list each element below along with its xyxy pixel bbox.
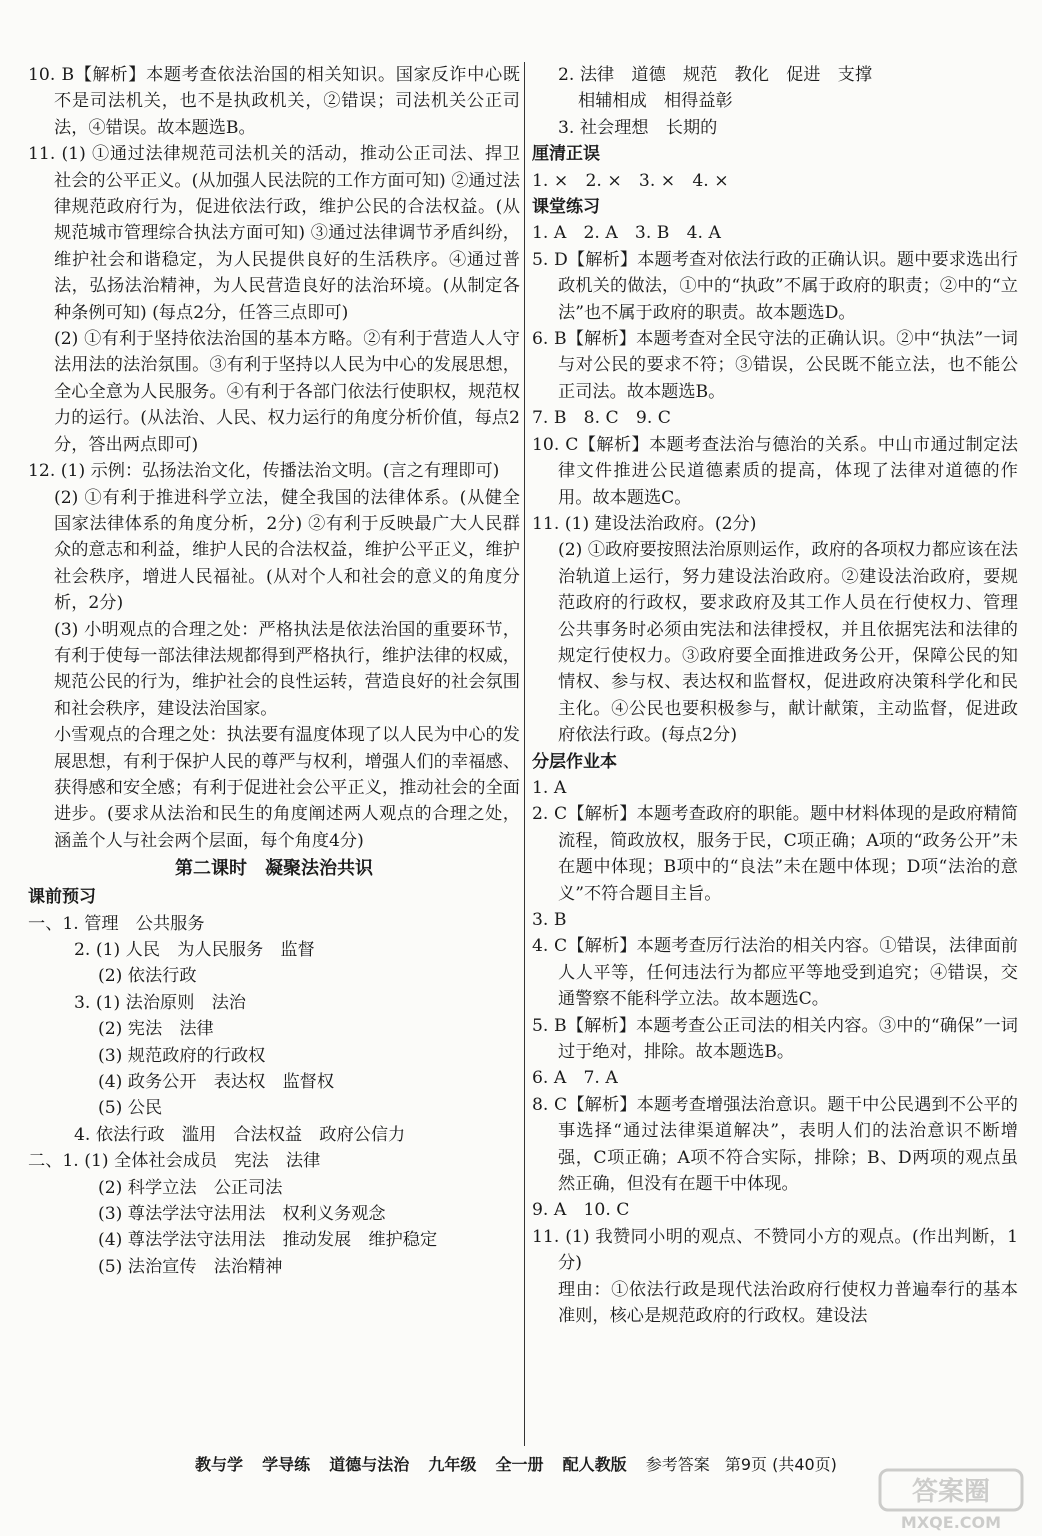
left-paragraph: 10. B【解析】本题考查依法治国的相关知识。国家反诈中心既不是司法机关，也不是执政机关，②错误；司法机关公正司法，④错误。故本题选B。 <box>28 65 520 138</box>
watermark-line2: MXQE.COM <box>900 1513 1002 1532</box>
right-column <box>532 62 1018 1330</box>
left-paragraph: (3) 小明观点的合理之处：严格执法是依法治国的重要环节，有利于使每一部法律法规都得到严格执行，维护法律的权威，规范公民的行为，维护社会的良性运转，营造良好的社会氛围和社会秩序，建设法治国家。 <box>54 619 520 719</box>
left-paragraph: 4. 依法行政 滥用 合法权益 政府公信力 <box>74 1124 406 1145</box>
left-paragraph: 11. (1) ①通过法律规范司法机关的活动，推动公正司法、捍卫社会的公平正义。(从加强人民法院的工作方面可知) ②通过法律规范政府行为，促进依法行政，维护公民的合法权益。(从规范城市管理综合执法方面可知) ③通过法律调节矛盾纠纷，维护社会和谐稳定，为人民提供良好的生活秩序。④通过普法，弘扬法治精神，为人民营造良好的法治环境。(从制定各种条例可知) (每点2分，任答三点即可) <box>28 144 520 323</box>
left-paragraph: (2) 科学立法 公正司法 <box>98 1177 283 1198</box>
right-paragraph: 1. × 2. × 3. × 4. × <box>532 170 729 191</box>
left-paragraph: (2) 宪法 法律 <box>98 1019 214 1040</box>
right-paragraph: 2. C【解析】本题考查政府的职能。题中材料体现的是政府精简流程，简政放权，服务于民，C项正确；A项的“政务公开”未在题中体现；B项中的“良法”未在题中体现；D项“法治的意义”不符合题目主旨。 <box>532 804 1018 904</box>
right-paragraph: 相辅相成 相得益彰 <box>578 91 733 112</box>
footer-series: 教与学 <box>195 1455 244 1474</box>
right-paragraph: 8. C【解析】本题考查增强法治意识。题干中公民遇到不公平的事选择“通过法律渠道解决”，表明人们的法治意识不断增强，C项正确；A项不符合实际，排除；B、D两项的观点虽然正确，但没有在题干中体现。 <box>532 1094 1018 1195</box>
right-paragraph: 6. A 7. A <box>532 1068 618 1089</box>
right-paragraph: (2) ①政府要按照法治原则运作，政府的各项权力都应该在法治轨道上运行，努力建设法治政府。②建设法治政府，要规范政府的行政权，要求政府及其工作人员在行使权力、管理公共事务时必须由宪法和法律授权，并且依据宪法和法律的规定行使权力。③政府要全面推进政务公开，保障公民的知情权、参与权、表达权和监督权，促进政府决策科学化和民主化。④公民也要积极参与，献计献策，主动监督，促进政府依法行政。(每点2分) <box>558 540 1018 746</box>
right-paragraph: 7. B 8. C 9. C <box>532 408 671 429</box>
left-paragraph: 12. (1) 示例：弘扬法治文化，传播法治文明。(言之有理即可) <box>28 461 500 482</box>
left-paragraph: (2) ①有利于推进科学立法，健全我国的法律体系。(从健全国家法律体系的角度分析，2分) ②有利于反映最广大人民群众的意志和利益，维护人民的合法权益，维护公平正义，维护社会秩序，增进人民福祉。(从对个人和社会的意义的角度分析，2分) <box>54 487 520 614</box>
left-paragraph: 课前预习 <box>28 887 96 908</box>
left-paragraph: (2) 依法行政 <box>98 966 197 987</box>
footer-brand: 学导练 <box>262 1455 311 1474</box>
right-paragraph: 3. B <box>532 910 567 930</box>
footer-edition: 配人教版 <box>562 1455 627 1474</box>
left-paragraph: 二、1. (1) 全体社会成员 宪法 法律 <box>28 1151 321 1172</box>
left-paragraph: (2) ①有利于坚持依法治国的基本方略。②有利于营造人人守法用法的法治氛围。③有利于坚持以人民为中心的发展思想，全心全意为人民服务。④有利于各部门依法行使职权，规范权力的运行。(从法治、人民、权力运行的角度分析价值，每点2分，答出两点即可) <box>54 329 520 455</box>
right-paragraph: 厘清正误 <box>532 144 600 165</box>
right-paragraph: 9. A 10. C <box>532 1200 630 1221</box>
right-paragraph: 4. C【解析】本题考查厉行法治的相关内容。①错误，法律面前人人平等，任何违法行为都应平等地受到追究；④错误，交通警察不能科学立法。故本题选C。 <box>532 936 1018 1010</box>
left-paragraph: (5) 法治宣传 法治精神 <box>98 1256 283 1277</box>
footer-grade: 九年级 <box>428 1455 477 1474</box>
right-paragraph: 2. 法律 道德 规范 教化 促进 支撑 <box>558 65 873 85</box>
right-paragraph: 理由：①依法行政是现代法治政府行使权力普遍奉行的基本准则，核心是规范政府的行政权。建设法 <box>558 1279 1018 1327</box>
left-paragraph: 一、1. 管理 公共服务 <box>28 913 205 934</box>
footer-volume: 全一册 <box>495 1455 544 1474</box>
right-paragraph: 1. A <box>532 777 567 798</box>
footer-page-number: 第9页 (共40页) <box>724 1455 837 1474</box>
left-paragraph: (4) 尊法学法守法用法 推动发展 维护稳定 <box>98 1230 438 1251</box>
right-paragraph: 11. (1) 建设法治政府。(2分) <box>532 513 757 534</box>
left-paragraph: (5) 公民 <box>98 1098 163 1119</box>
right-paragraph: 1. A 2. A 3. B 4. A <box>532 223 721 244</box>
footer-section: 参考答案 <box>645 1455 710 1474</box>
right-paragraph: 6. B【解析】本题考查对全民守法的正确认识。②中“执法”一词与对公民的要求不符；③错误，公民既不能立法，也不能公正司法。故本题选B。 <box>532 329 1018 402</box>
right-paragraph: 10. C【解析】本题考查法治与德治的关系。中山市通过制定法律文件推进公民道德素质的提高，体现了法律对道德的作用。故本题选C。 <box>532 434 1018 508</box>
right-paragraph: 3. 社会理想 长期的 <box>558 117 718 138</box>
column-divider <box>524 62 525 1446</box>
right-paragraph: 5. B【解析】本题考查公正司法的相关内容。③中的“确保”一词过于绝对，排除。故本题选B。 <box>532 1015 1018 1063</box>
left-paragraph: (4) 政务公开 表达权 监督权 <box>98 1072 335 1093</box>
right-paragraph: 课堂练习 <box>532 197 600 218</box>
right-paragraph: 5. D【解析】本题考查对依法行政的正确认识。题中要求选出行政机关的做法，①中的“执政”不属于政府的职责；②中的“立法”也不属于政府的职责。故本题选D。 <box>532 249 1018 323</box>
left-paragraph: 第二课时 凝聚法治共识 <box>175 858 373 880</box>
footer-subject: 道德与法治 <box>329 1455 410 1474</box>
left-paragraph: (3) 规范政府的行政权 <box>98 1045 266 1066</box>
watermark-logo <box>876 1466 1026 1532</box>
left-paragraph: (3) 尊法学法守法用法 权利义务观念 <box>98 1204 386 1225</box>
right-paragraph: 分层作业本 <box>532 751 617 772</box>
right-paragraph: 11. (1) 我赞同小明的观点、不赞同小方的观点。(作出判断，1分) <box>532 1226 1018 1274</box>
left-column <box>28 62 520 1280</box>
left-paragraph: 2. (1) 人民 为人民服务 监督 <box>74 940 315 960</box>
watermark-line1: 答案圈 <box>911 1477 991 1507</box>
left-paragraph: 3. (1) 法治原则 法治 <box>74 992 246 1013</box>
left-paragraph: 小雪观点的合理之处：执法要有温度体现了以人民为中心的发展思想，有利于保护人民的尊严与权利，增强人们的幸福感、获得感和安全感；有利于促进社会公平正义，推动社会的全面进步。(要求从法治和民生的角度阐述两人观点的合理之处，涵盖个人与社会两个层面，每个角度4分) <box>54 725 520 851</box>
